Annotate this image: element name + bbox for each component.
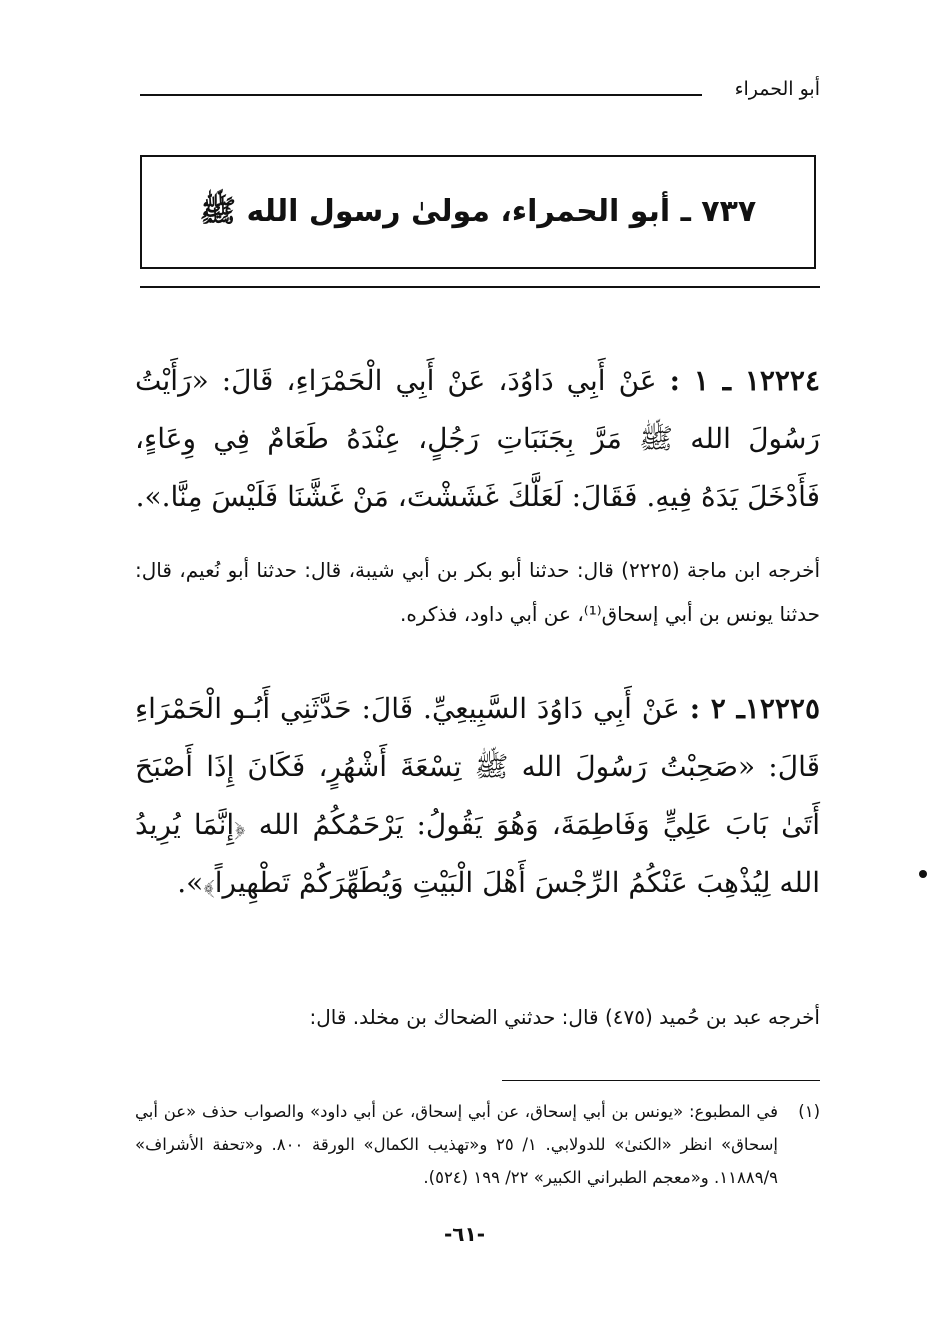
hadith-1-text: عَنْ أَبِي دَاوُدَ، عَنْ أَبِي الْحَمْرَاءِ، قَالَ: «رَأَيْتُ رَسُولَ الله ﷺ مَرَّ بِجَنَبَاتِ رَجُلٍ، عِنْدَهُ طَعَامٌ فِي وِعَاءٍ، فَأَدْخَلَ يَدَهُ فِيهِ. فَقَالَ: لَعَلَّكَ غَشَشْتَ، مَنْ غَشَّنَا فَلَيْسَ مِنَّا.». [135, 364, 820, 513]
running-title: أبو الحمراء [734, 78, 820, 100]
chapter-title-box [140, 155, 816, 269]
hadith-1-number: ١٢٢٢٤ ـ ١ : [669, 364, 821, 397]
margin-mark [919, 870, 927, 878]
footnote-rule [502, 1080, 820, 1081]
footnote-text: في المطبوع: «يونس بن أبي إسحاق، عن أبي إسحاق، عن أبي داود» والصواب حذف «عن أبي إسحاق» انظر «الكنىٰ» للدولابي. ١/ ٢٥ و«تهذيب الكمال» الورقة ٨٠٠. و«تحفة الأشراف» ١١٨٨٩/٩. و«معجم الطبراني الكبير» ٢٢/ ١٩٩ (٥٢٤). [135, 1102, 779, 1187]
title-rule [140, 286, 820, 288]
takhrij-2: أخرجه عبد بن حُميد (٤٧٥) قال: حدثني الضحاك بن مخلد. قال: [309, 1005, 820, 1029]
hadith-2-number: ١٢٢٢٥ـ ٢ : [689, 692, 820, 725]
header-rule [140, 94, 702, 96]
hadith-2-text: عَنْ أَبِي دَاوُدَ السَّبِيعِيِّ. قَالَ: حَدَّثَنِي أَبُـو الْحَمْرَاءِ قَالَ: «صَحِبْتُ رَسُولَ الله ﷺ تِسْعَةَ أَشْهُرٍ، فَكَانَ إِذَا أَصْبَحَ أَتَىٰ بَابَ عَلِيٍّ وَفَاطِمَةَ، وَهُوَ يَقُولُ: يَرْحَمُكُمُ الله ﴿إِنَّمَا يُرِيدُ الله لِيُذْهِبَ عَنْكُمُ الرِّجْسَ أَهْلَ الْبَيْتِ وَيُطَهِّرَكُمْ تَطْهِيراً﴾». [135, 692, 820, 899]
page-number: -٦١- [443, 1222, 486, 1246]
hadith-2 [135, 680, 820, 912]
footnote-number: (١) [798, 1102, 820, 1121]
takhrij-1: أخرجه ابن ماجة (٢٢٢٥) قال: حدثنا أبو بكر بن أبي شيبة، قال: حدثنا أبو نُعيم، قال: حدثنا يونس بن أبي إسحاق⁽¹⁾، عن أبي داود، فذكره. [135, 558, 821, 626]
chapter-title: ٧٣٧ ـ أبو الحمراء، مولىٰ رسول الله ﷺ [199, 194, 757, 229]
hadith-1 [135, 352, 820, 526]
footnote [135, 1095, 820, 1194]
running-header [140, 78, 820, 108]
